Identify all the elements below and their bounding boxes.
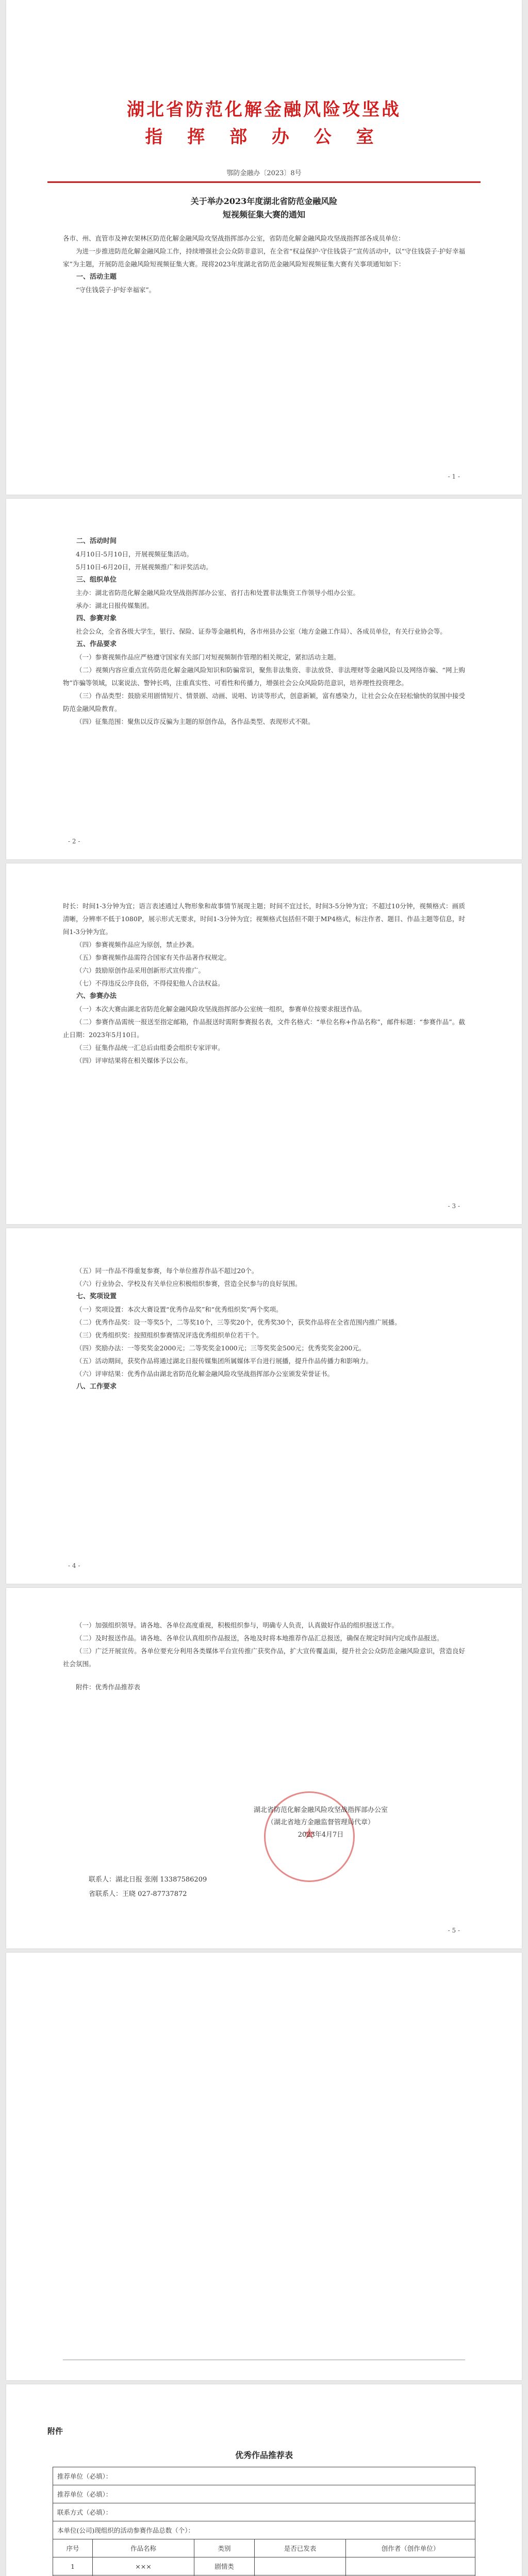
- paragraph: （四）奖励办法：一等奖奖金2000元；二等奖奖金1000元；三等奖奖金500元；优秀奖奖金200元。: [76, 1344, 366, 1352]
- paragraph: （四）评审结果将在相关媒体予以公布。: [76, 1057, 192, 1064]
- table-cell: [255, 2557, 346, 2575]
- paragraph: 时长：时间1-3分钟为宜；语言表述通过人物形象和故事情节展现主题；时间不宜过长，时间3-5分钟为宜；不超过10分钟，视频格式：画质清晰，分辨率不低于1080P，展示形式无要求，时间1-3分钟为宜；视频格式包括但不限于MP4格式，标注作者、题目、作品主题等信息，时间1-3分钟为宜。: [63, 902, 465, 936]
- paragraph: （三）广泛开展宣传。各单位要充分利用各类媒体平台宣传推广获奖作品，扩大宣传覆盖面，提升社会公众防范金融风险意识，营造良好社会氛围。: [63, 1647, 465, 1668]
- paragraph: （二）参赛作品需统一报送至指定邮箱，作品报送时需附参赛报名表，文件名格式：“单位名称+作品名称”，邮件标题：“参赛作品”。截止日期：2023年5月10日。: [63, 1018, 465, 1039]
- body-text: [63, 1619, 465, 1693]
- paragraph: 4月10日-5月10日，开展视频征集活动。: [76, 550, 193, 558]
- document-number: 鄂防金融办〔2023〕8号: [226, 170, 302, 177]
- document-page-blank: [6, 1953, 522, 2380]
- paragraph: （二）及时报送作品。请各地、各单位认真组织作品报送，各地及时将本地推荐作品汇总报送，确保在规定时间内完成作品报送。: [76, 1634, 443, 1642]
- document-page-2: [6, 499, 522, 859]
- paragraph: 主办：湖北省防范化解金融风险攻坚战指挥部办公室、省打击和处置非法集资工作领导小组办公室。: [76, 589, 360, 597]
- form-field[interactable]: 推荐单位（必填）：: [53, 2485, 475, 2503]
- section-heading: 五、作品要求: [76, 640, 117, 648]
- table-cell: 剧情类: [194, 2557, 255, 2575]
- contact-line: 联系人：湖北日报 张刚 13387586209: [89, 1876, 207, 1884]
- section-heading: 七、奖项设置: [76, 1293, 117, 1300]
- column-header: 是否已发表: [255, 2539, 346, 2557]
- table-row: [53, 2557, 475, 2575]
- document-page-1: [6, 0, 522, 495]
- paragraph: 各市、州、直管市及神农架林区防范化解金融风险攻坚战指挥部办公室，省防范化解金融风险攻坚战指挥部各成员单位：: [63, 234, 405, 242]
- paragraph: （二）优秀作品奖：设一等奖5个，二等奖10个，三等奖20个，优秀奖30个，获奖作品将在全省范围内推广展播。: [76, 1318, 401, 1326]
- table-cell: 1: [53, 2557, 93, 2575]
- paragraph: （三）作品类型：鼓励采用剧情短片、情景剧、动画、说唱、访谈等形式，创意新颖，富有感染力，让社会公众在轻松愉快的氛围中接受防范金融风险教育。: [63, 692, 465, 713]
- paragraph: （六）鼓励原创作品采用创新形式宣传推广。: [76, 967, 205, 974]
- red-divider: [47, 181, 481, 183]
- body-text: [63, 1264, 465, 1393]
- form-field[interactable]: 联系方式（必填）：: [53, 2503, 475, 2521]
- body-text: [63, 232, 465, 296]
- paragraph: （一）参赛视频作品应严格遵守国家有关部门对短视频制作管理的相关规定，紧扣活动主题。: [76, 653, 340, 661]
- paragraph: （五）参赛视频作品需符合国家有关作品著作权规定。: [76, 954, 231, 961]
- column-header: 作品名称: [93, 2539, 194, 2557]
- column-header: 创作者（创作单位）: [346, 2539, 475, 2557]
- table-title: 优秀作品推荐表: [235, 2450, 293, 2460]
- form-field[interactable]: 推荐单位（必填）：: [53, 2467, 475, 2485]
- paragraph: （六）行业协会、学校及有关单位应积极组织参赛，营造全民参与的良好氛围。: [76, 1280, 302, 1287]
- table-cell: ×××: [93, 2557, 194, 2575]
- section-heading: 八、工作要求: [76, 1383, 117, 1391]
- section-heading: 三、组织单位: [76, 576, 117, 584]
- form-field[interactable]: 本单位(公司)现组织的活动参赛作品总数（个）：: [53, 2521, 475, 2539]
- page-number: - 5 -: [448, 1927, 460, 1934]
- document-page-5: [6, 1588, 522, 1948]
- paragraph: （二）视频内容应重点宣传防范化解金融风险知识和防骗常识，聚焦非法集资、非法放贷、非法理财等金融风险以及网络诈骗、“网上购物”诈骗等领域，以案说法、警钟长鸣，注重真实性、可看性和传播力，增强社会公众风险防范意识，培养理性投资理念。: [63, 666, 465, 687]
- signing-sub-note: （湖北省地方金融监督管理局代章）: [267, 1819, 374, 1826]
- paragraph: “守住钱袋子·护好幸福家”。: [76, 286, 156, 294]
- signing-date: 2023年4月7日: [298, 1831, 344, 1839]
- section-heading: 六、参赛办法: [76, 992, 117, 1000]
- page-number: - 2 -: [68, 838, 80, 845]
- body-text: [63, 900, 465, 1067]
- document-page-3: [6, 863, 522, 1224]
- table-header-row: [53, 2539, 475, 2557]
- section-heading: 一、活动主题: [76, 273, 117, 281]
- paragraph: 社会公众，全省各级大学生，银行、保险、证券等金融机构，各市州县办公室（地方金融工作局）、各成员单位，有关行业协会等。: [76, 628, 447, 635]
- page-number: - 3 -: [448, 1202, 460, 1210]
- table-row: [53, 2485, 475, 2503]
- body-text: [63, 535, 465, 728]
- paragraph: （三）征集作品统一汇总后由组委会组织专家评审。: [76, 1044, 224, 1052]
- table-row: [53, 2521, 475, 2539]
- recommendation-table: [53, 2467, 475, 2576]
- issuing-org-subtitle: 指 挥 部 办 公 室: [145, 127, 383, 147]
- signature-block: [212, 1804, 429, 1841]
- paragraph: （一）加强组织领导。请各地、各单位高度重视，积极组织参与，明确专人负责，认真做好作品的组织报送工作。: [76, 1621, 399, 1629]
- attachment-note: 附件：优秀作品推荐表: [76, 1683, 141, 1691]
- section-heading: 二、活动时间: [76, 537, 117, 545]
- section-heading: 四、参赛对象: [76, 615, 117, 622]
- paragraph: （五）同一作品不得重复参赛，每个单位推荐作品不超过20个。: [76, 1267, 258, 1275]
- table-row: [53, 2503, 475, 2521]
- paragraph: 承办：湖北日报传媒集团。: [76, 602, 154, 609]
- notice-title-line2: 短视频征集大赛的通知: [222, 210, 305, 219]
- paragraph: （七）不得违反公序良俗，不得侵犯他人合法权益。: [76, 979, 224, 987]
- page-number: - 4 -: [68, 1562, 80, 1569]
- page-number: - 1 -: [448, 473, 460, 480]
- paragraph: 5月10日-6月20日，开展视频推广和评奖活动。: [76, 563, 212, 571]
- issuing-org-title: 湖北省防范化解金融风险攻坚战: [127, 99, 401, 120]
- paragraph: （四）征集范围：聚焦以反诈反骗为主题的原创作品，各作品类型、表现形式不限。: [76, 718, 315, 725]
- paragraph: （一）奖项设置：本次大赛设置“优秀作品奖”和“优秀组织奖”两个奖项。: [76, 1306, 283, 1313]
- table-cell: [346, 2557, 475, 2575]
- signing-organization: 湖北省防范化解金融风险攻坚战指挥部办公室: [253, 1806, 388, 1814]
- document-page-attachment: [6, 2384, 522, 2576]
- paragraph: （一）本次大赛由湖北省防范化解金融风险攻坚战指挥部办公室统一组织，参赛单位按要求报送作品。: [76, 1005, 366, 1013]
- paragraph: 为进一步推进防范化解金融风险工作，持续增强社会公众防非意识，在全省“权益保护·守住钱袋子”宣传活动中，以“守住钱袋子·护好幸福家”为主题，开展防范金融风险短视频征集大赛。现将2023年度湖北省防范金融风险短视频征集大赛有关事项通知如下：: [63, 247, 465, 268]
- paragraph: （六）评审结果：优秀作品由湖北省防范化解金融风险攻坚战指挥部办公室颁发荣誉证书。: [76, 1370, 334, 1378]
- paragraph: （五）活动期间，获奖作品将通过湖北日报传媒集团所属媒体平台进行展播，提升作品传播力和影响力。: [76, 1357, 373, 1365]
- contact-line: 省联系人：王晓 027-87737872: [89, 1890, 187, 1898]
- attachment-label: 附件: [47, 2427, 63, 2436]
- document-page-4: [6, 1228, 522, 1584]
- paragraph: （四）参赛视频作品应为原创，禁止抄袭。: [76, 941, 199, 948]
- column-header: 类别: [194, 2539, 255, 2557]
- paragraph: （三）优秀组织奖：按照组织参赛情况评选优秀组织单位若干个。: [76, 1331, 263, 1339]
- column-header: 序号: [53, 2539, 93, 2557]
- table-row: [53, 2467, 475, 2485]
- notice-title: 关于举办2023年度湖北省防范金融风险: [190, 196, 338, 206]
